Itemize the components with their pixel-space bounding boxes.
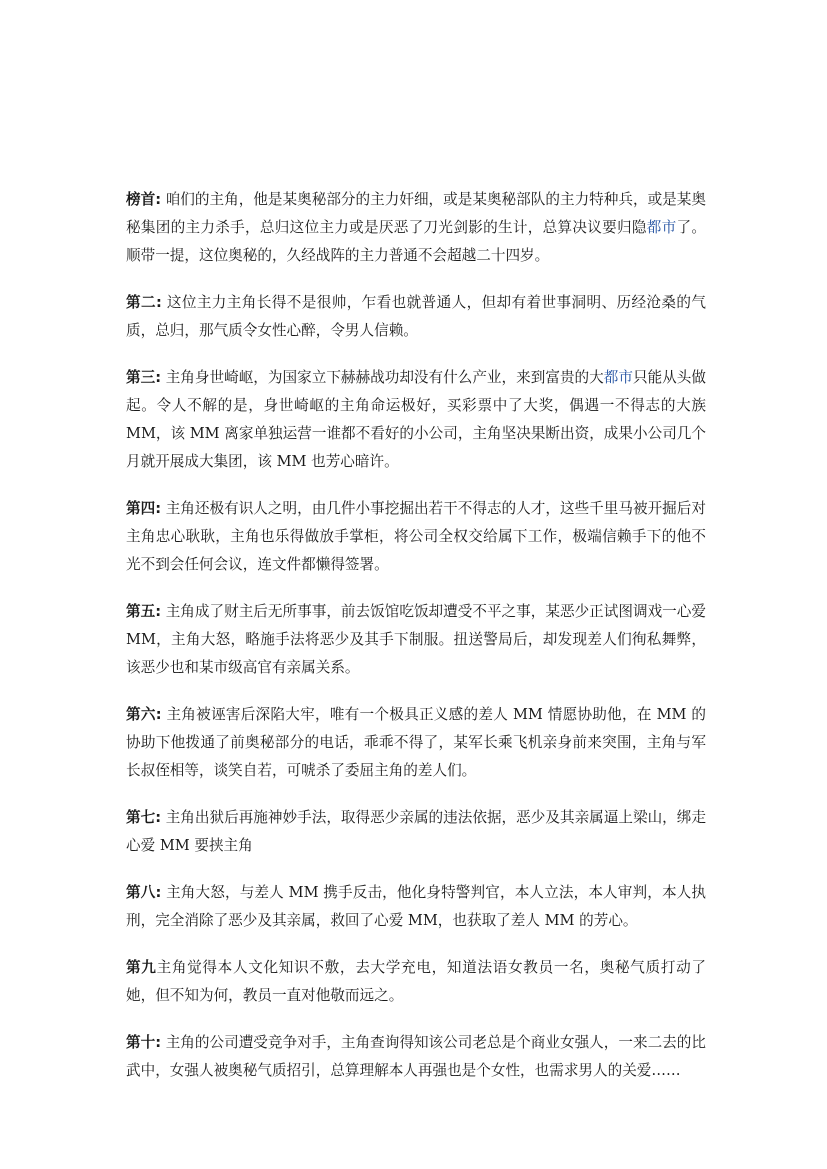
paragraph-3 <box>126 364 706 476</box>
paragraph-text: 这位主力主角长得不是很帅，乍看也就普通人，但却有着世事洞明、历经沧桑的气质，总归，那气质令女性心醉，令男人信赖。 <box>126 294 706 339</box>
paragraph-text: 主角成了财主后无所事事，前去饭馆吃饭却遭受不平之事，某恶少正试图调戏一心爱 MM，主角大怒，略施手法将恶少及其手下制服。扭送警局后，却发现差人们徇私舞弊，该恶少也和某市级高官有亲属关系。 <box>126 603 706 676</box>
paragraph-label: 第六: <box>126 706 162 723</box>
paragraph-label: 第九 <box>126 959 157 976</box>
paragraph-text: 咱们的主角，他是某奥秘部分的主力奸细，或是某奥秘部队的主力特种兵，或是某奥秘集团的主力杀手，总归这位主力或是厌恶了刀光剑影的生计，总算决议要归隐 <box>126 191 706 236</box>
paragraph-10 <box>126 1029 706 1085</box>
paragraph-4 <box>126 495 706 579</box>
paragraph-text: 主角身世崎岖，为国家立下赫赫战功却没有什么产业，来到富贵的大 <box>161 369 604 386</box>
inline-link[interactable]: 都市 <box>603 369 633 386</box>
paragraph-label: 第二: <box>126 294 162 311</box>
paragraph-text: 主角觉得本人文化知识不敷，去大学充电，知道法语女教员一名，奥秘气质打动了她，但不知为何，教员一直对他敬而远之。 <box>126 959 706 1004</box>
paragraph-label: 第十: <box>126 1034 162 1051</box>
paragraph-text: 主角出狱后再施神妙手法，取得恶少亲属的违法依据，恶少及其亲属逼上梁山，绑走心爱 MM 要挟主角 <box>126 809 706 854</box>
paragraph-text: 主角还极有识人之明，由几件小事挖掘出若干不得志的人才，这些千里马被开掘后对主角忠心耿耿，主角也乐得做放手掌柜，将公司全权交给属下工作，极端信赖手下的他不光不到会任何会议，连文件都懒得签署。 <box>126 500 706 573</box>
paragraph-5 <box>126 598 706 682</box>
paragraph-text: 了。顺带一提，这位奥秘的，久经战阵的主力普通不会超越二十四岁。 <box>126 219 706 264</box>
paragraph-label: 第三: <box>126 369 162 386</box>
paragraph-9 <box>126 954 706 1010</box>
paragraph-text: 只能从头做起。令人不解的是，身世崎岖的主角命运极好，买彩票中了大奖，偶遇一不得志的大族 MM，该 MM 离家单独运营一谁都不看好的小公司，主角坚决果断出资，成果小公司几个月就开展成大集团，该 MM 也芳心暗许。 <box>126 369 706 470</box>
paragraph-label: 榜首: <box>126 191 162 208</box>
paragraph-2 <box>126 289 706 345</box>
paragraph-label: 第八: <box>126 884 162 901</box>
paragraph-1 <box>126 186 706 270</box>
inline-link[interactable]: 都市 <box>646 219 677 236</box>
paragraph-8 <box>126 879 706 935</box>
paragraph-text: 主角被诬害后深陷大牢，唯有一个极具正义感的差人 MM 情愿协助他，在 MM 的协助下他拨通了前奥秘部分的电话，乖乖不得了，某军长乘飞机亲身前来突围，主角与军长叔侄相等，谈笑自若，可唬杀了委屈主角的差人们。 <box>126 706 706 779</box>
paragraph-label: 第七: <box>126 809 162 826</box>
paragraph-text: 主角的公司遭受竞争对手，主角查询得知该公司老总是个商业女强人，一来二去的比武中，女强人被奥秘气质招引，总算理解本人再强也是个女性，也需求男人的关爱…… <box>126 1034 706 1079</box>
paragraph-text: 主角大怒，与差人 MM 携手反击，他化身特警判官，本人立法，本人审判，本人执刑，完全消除了恶少及其亲属，救回了心爱 MM，也获取了差人 MM 的芳心。 <box>126 884 706 929</box>
paragraph-label: 第四: <box>126 500 162 517</box>
paragraph-6 <box>126 701 706 785</box>
paragraph-7 <box>126 804 706 860</box>
document-page <box>126 186 706 1104</box>
paragraph-label: 第五: <box>126 603 162 620</box>
